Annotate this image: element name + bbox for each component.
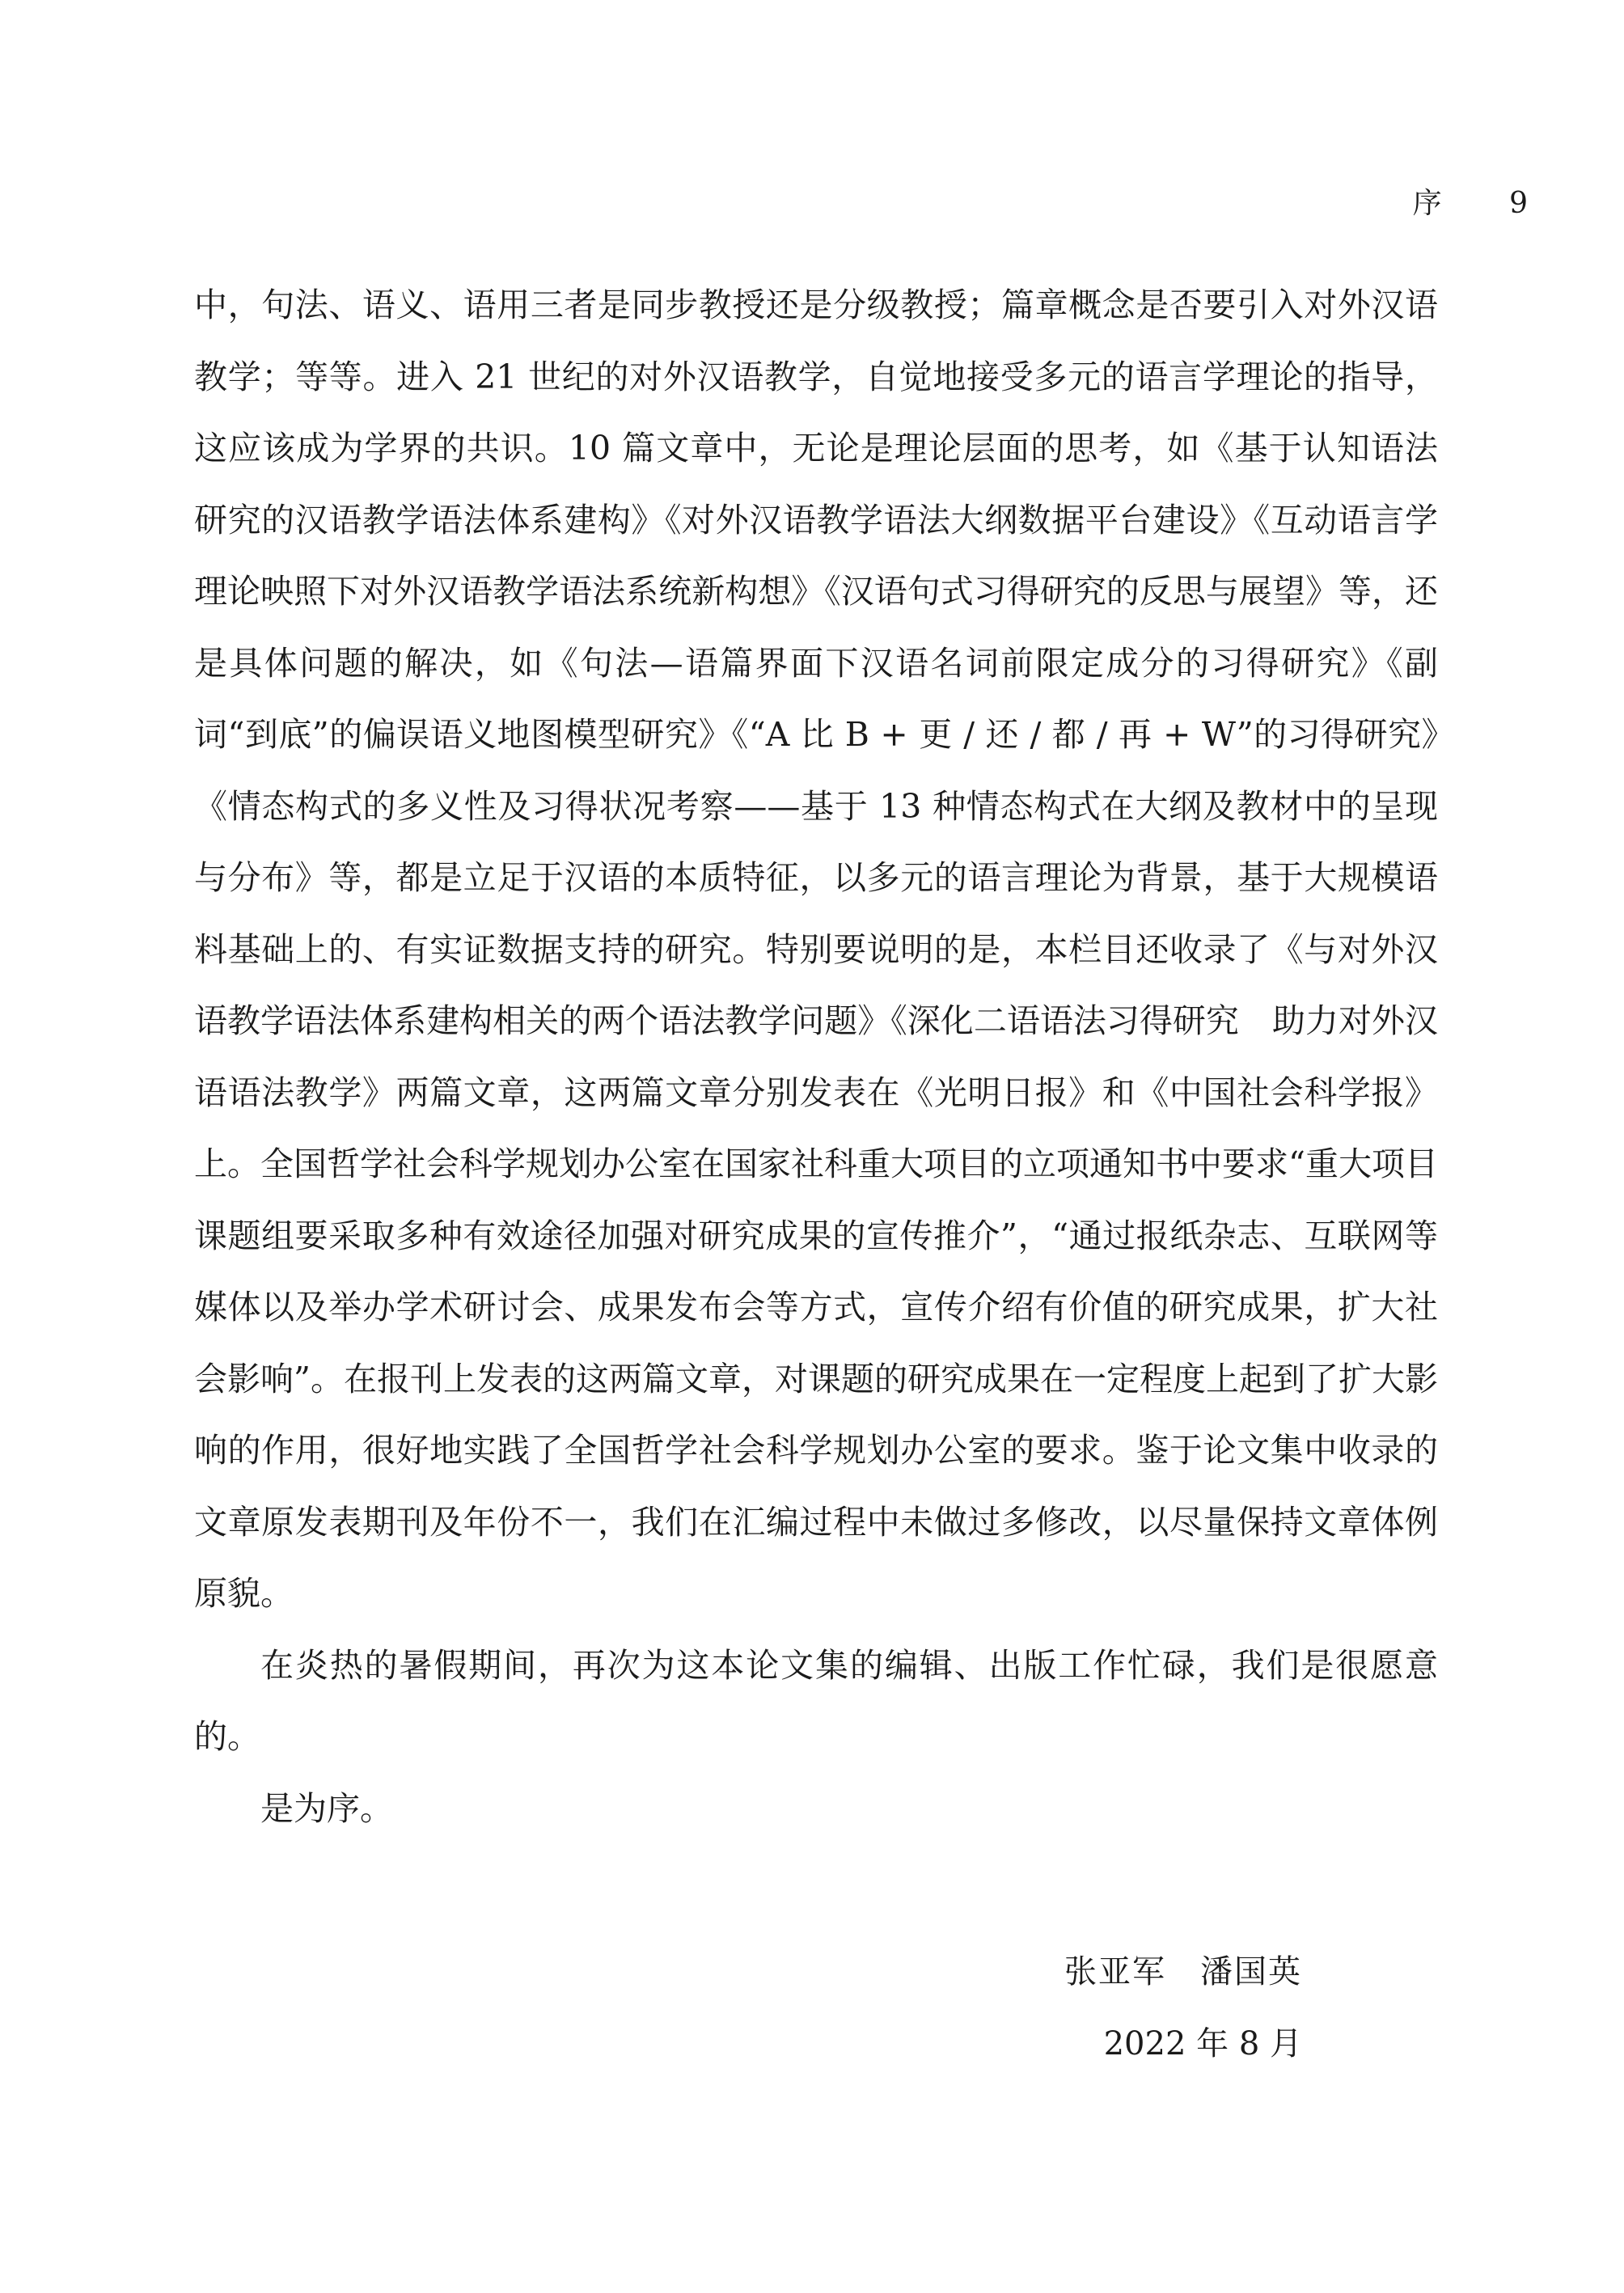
page-number: 9 [1509,187,1528,220]
signature-date: 2022 年 8 月 [1103,2025,1302,2062]
author-signature: 张亚军 潘国英 [1064,1953,1302,1991]
section-title: 序 [1412,187,1442,220]
paragraph-closing: 是为序。 [260,1788,393,1828]
paragraph-continued: 中，句法、语义、语用三者是同步教授还是分级教授；篇章概念是否要引入对外汉语教学；等等。进入 21 世纪的对外汉语教学，自觉地接受多元的语言学理论的指导，这应该成为学界的共识。10 篇文章中，无论是理论层面的思考，如《基于认知语法研究的汉语教学语法体系建构》《对外汉语教学语法大纲数据平台建设》《互动语言学理论映照下对外汉语教学语法系统新构想》《汉语句式习得研究的反思与展望》等，还是具体问题的解决，如《句法—语篇界面下汉语名词前限定成分的习得研究》《副词“到底”的偏误语义地图模型研究》《“A 比 B + 更 / 还 / 都 / 再 + W”的习得研究》《情态构式的多义性及习得状况考察——基于 13 种情态构式在大纲及教材中的呈现与分布》等，都是立足于汉语的本质特征，以多元的语言理论为背景，基于大规模语料基础上的、有实证数据支持的研究。特别要说明的是，本栏目还收录了《与对外汉语教学语法体系建构相关的两个语法教学问题》《深化二语语法习得研究 助力对外汉语语法教学》两篇文章，这两篇文章分别发表在《光明日报》和《中国社会科学报》上。全国哲学社会科学规划办公室在国家社科重大项目的立项通知书中要求“重大项目课题组要采取多种有效途径加强对研究成果的宣传推介”，“通过报纸杂志、互联网等媒体以及举办学术研讨会、成果发布会等方式，宣传介绍有价值的研究成果，扩大社会影响”。在报刊上发表的这两篇文章，对课题的研究成果在一定程度上起到了扩大影响的作用，很好地实践了全国哲学社会科学规划办公室的要求。鉴于论文集中收录的文章原发表期刊及年份不一，我们在汇编过程中未做过多修改，以尽量保持文章体例原貌。 [194,286,1438,1613]
body-text [194,269,1438,1844]
paragraph: 在炎热的暑假期间，再次为这本论文集的编辑、出版工作忙碌，我们是很愿意的。 [194,1645,1438,1756]
running-header [1413,183,1528,225]
